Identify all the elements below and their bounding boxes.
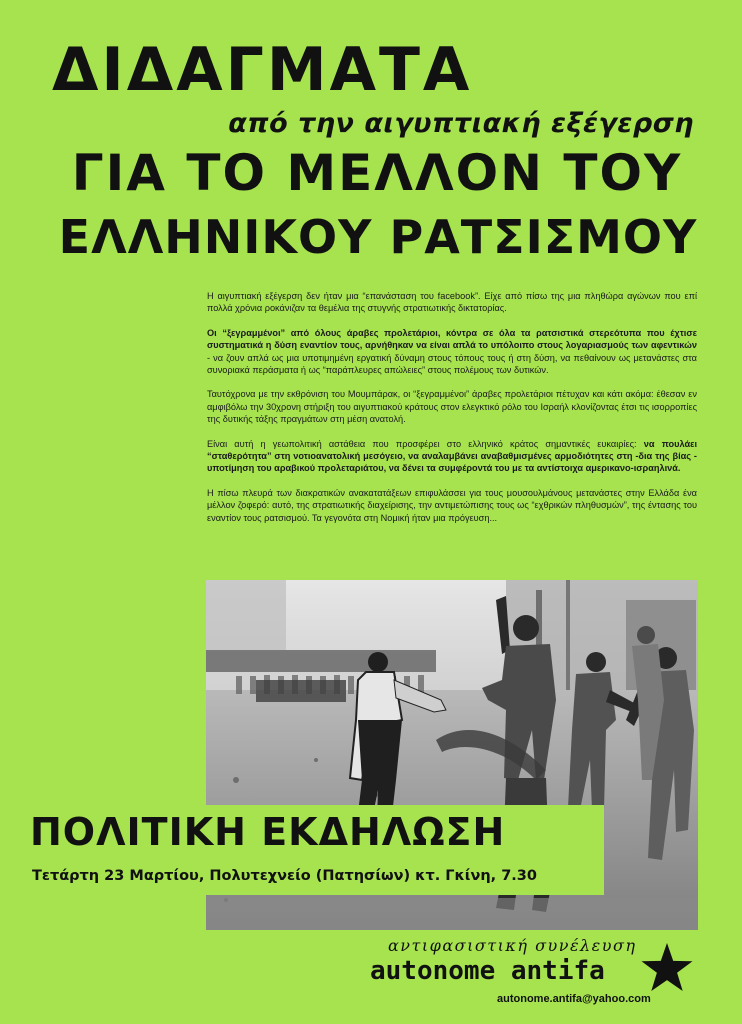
title-line-1: ΔΙΔΑΓΜΑΤΑ bbox=[52, 35, 473, 105]
subtitle: από την αιγυπτιακή εξέγερση bbox=[228, 108, 694, 139]
paragraph-3: Ταυτόχρονα με την εκθρόνιση του Μουμπάρακ, οι “ξεγραμμένοι” άραβες προλετάριοι πέτυχαν και κάτι ακόμα: έθεσαν εν αμφιβόλω την 30χρονη στήριξη του αιγυπτιακού κράτους στον ελεγκτικό ρόλο του Ισραήλ κλονίζοντας έτσι τις ισορροπίες της δυτικής τάξης πραγμάτων στη μέση ανατολή. bbox=[207, 389, 697, 425]
paragraph-2 bbox=[207, 327, 697, 377]
article-body bbox=[207, 290, 697, 536]
paragraph-4 bbox=[207, 438, 697, 475]
paragraph-4-start: Είναι αυτή η γεωπολιτική αστάθεια που προσφέρει στο ελληνικό κράτος σημαντικές ευκαιρίες: bbox=[207, 438, 644, 449]
event-title: ΠΟΛΙΤΙΚΗ ΕΚΔΗΛΩΣΗ bbox=[30, 810, 506, 854]
organizer-email[interactable]: autonome.antifa@yahoo.com bbox=[497, 993, 651, 1005]
paragraph-4-bold: να πουλάει “σταθερότητα” στη νοτιοανατολική μεσόγειο, να αναλαμβάνει αναβαθμισμένες αρμοδιότητες στη -δια της βίας - υποτίμηση του αραβικού προλεταριάτου, να δένει τα συμφέροντά του με τα αντίστοιχα αμερικανο-ισραηλινά. bbox=[207, 438, 698, 474]
event-panel bbox=[18, 805, 604, 895]
paragraph-2-rest: - να ζουν απλά ως μια υποτιμημένη εργατική δύναμη στους τόπους τους ή στη δύση, να πεθαίνουν ως μετανάστες στα συνοριακά περάσματα ή ως “παράπλευρες απώλειες” στους πολέμους των δυτικών. bbox=[207, 352, 697, 376]
title-line-2: ΓΙΑ ΤΟ ΜΕΛΛΟΝ ΤΟΥ bbox=[71, 144, 683, 202]
event-details: Τετάρτη 23 Μαρτίου, Πολυτεχνείο (Πατησίων) κτ. Γκίνη, 7.30 bbox=[32, 868, 537, 884]
paragraph-5: Η πίσω πλευρά των διακρατικών ανακατατάξεων επιφυλάσσει για τους μουσουλμάνους μετανάστες στην Ελλάδα ένα μέλλον ζοφερό: αυτό, της στρατιωτικής διαχείρισης, την αντιμετώπισης τους ως “εχθρικών πληθυσμών”, της έντασης του εναντίον τους ρατσισμού. Τα γεγονότα στη Νομική ήταν μια πρόγευση... bbox=[207, 487, 697, 523]
organizer-name: autonome antifa bbox=[370, 956, 605, 986]
paragraph-2-bold: Οι “ξεγραμμένοι” από όλους άραβες προλετάριοι, κόντρα σε όλα τα ρατσιστικά στερεότυπα που έχτισε συστηματικά η δύση εναντίον τους, αρνήθηκαν να είναι απλά το υπόλοιπο στους λογαριασμούς των αφεντικών bbox=[207, 327, 697, 351]
star-icon bbox=[641, 942, 693, 992]
organizer-tagline: αντιφασιστική συνέλευση bbox=[388, 936, 637, 955]
title-line-3: ΕΛΛΗΝΙΚΟΥ ΡΑΤΣΙΣΜΟΥ bbox=[58, 210, 698, 264]
paragraph-1: Η αιγυπτιακή εξέγερση δεν ήταν μια “επανάσταση του facebook”. Είχε από πίσω της μια πληθώρα αγώνων που επί πολλά χρόνια ροκάνιζαν τα θεμέλια της στυγνής στρατιωτικής δικτατορίας. bbox=[207, 291, 697, 314]
organizer-block bbox=[370, 938, 700, 1018]
